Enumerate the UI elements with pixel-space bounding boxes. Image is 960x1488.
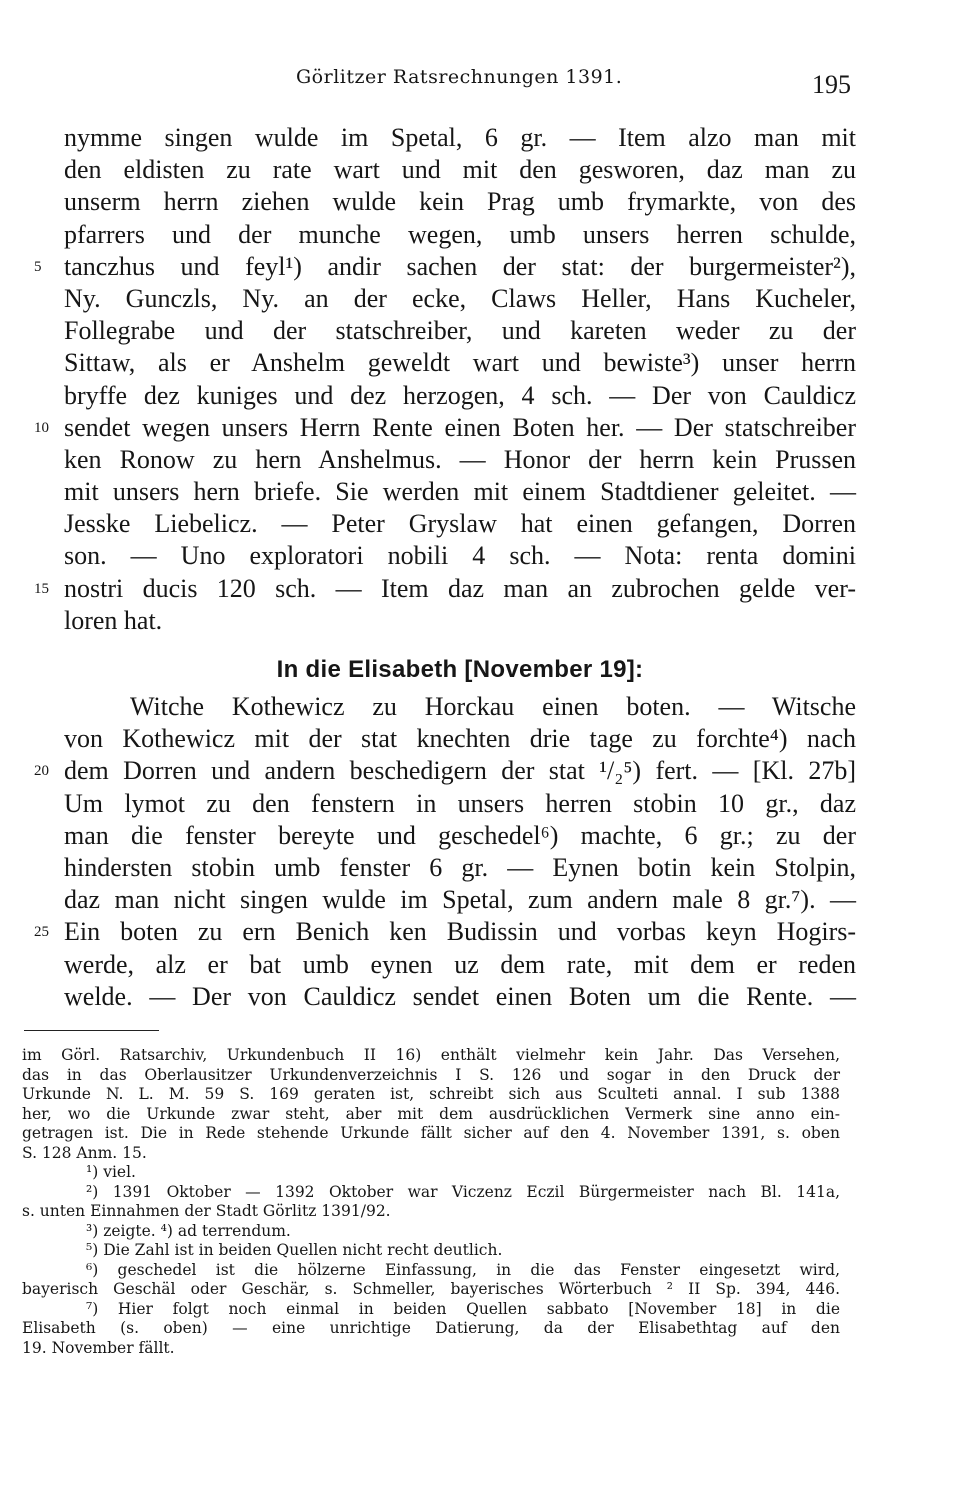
section-heading: In die Elisabeth [November 19]: bbox=[276, 656, 644, 683]
text-line: von Kothewicz mit der stat knechten drie tage zu forchte⁴) nach bbox=[64, 724, 856, 754]
text-line: ken Ronow zu hern Anshelmus. — Honor der herrn kein Prussen bbox=[64, 444, 856, 474]
footnote-line: 19. November fällt. bbox=[22, 1338, 175, 1357]
text-line-content: sendet wegen unsers Herrn Rente einen Boten her. — Der statschreiber bbox=[64, 412, 856, 442]
text-line-numbered bbox=[34, 916, 856, 948]
page-header bbox=[0, 66, 960, 106]
footnote-line: S. 128 Anm. 15. bbox=[22, 1143, 147, 1162]
text-line: man die fenster bereyte und geschedel⁶) machte, 6 gr.; zu der bbox=[64, 820, 856, 850]
text-line: daz man nicht singen wulde im Spetal, zum andern male 8 gr.⁷). — bbox=[64, 885, 856, 915]
main-text bbox=[34, 122, 856, 1013]
text-line: welde. — Der von Cauldicz sendet einen Boten um die Rente. — bbox=[64, 981, 856, 1011]
text-line: son. — Uno exploratori nobili 4 sch. — Nota: renta domini bbox=[64, 541, 856, 571]
text-line: den eldisten zu rate wart und mit den gesworen, daz man zu bbox=[64, 155, 856, 185]
footnote-line: bayerisch Geschäl oder Geschär, s. Schmeller, bayerisches Wörterbuch ² II Sp. 394, 446. bbox=[22, 1280, 840, 1298]
text-line-numbered bbox=[34, 755, 856, 787]
page-number: 195 bbox=[812, 70, 851, 99]
line-number: 10 bbox=[34, 419, 49, 436]
text-line-numbered bbox=[34, 412, 856, 444]
text-line: bryffe dez kuniges und dez herzogen, 4 sch. — Der von Cauldicz bbox=[64, 380, 856, 410]
footnote-line: ⁶) geschedel ist die hölzerne Einfassung, in die das Fenster eingesetzt wird, bbox=[86, 1260, 840, 1279]
text-line: Um lymot zu den fenstern in unsers herren stobin 10 gr., daz bbox=[64, 788, 856, 818]
text-line-numbered bbox=[34, 251, 856, 283]
text-line: pfarrers und der munche wegen, umb unsers herren schulde, bbox=[64, 219, 856, 249]
text-line: loren hat. bbox=[64, 605, 163, 635]
text-line: nymme singen wulde im Spetal, 6 gr. — Item alzo man mit bbox=[64, 123, 856, 152]
footnote-line: ²) 1391 Oktober — 1392 Oktober war Viczenz Eczil Bürgermeister nach Bl. 141a, bbox=[86, 1182, 840, 1201]
line-number: 25 bbox=[34, 924, 49, 941]
footnote-line: Urkunde N. L. M. 59 S. 169 geraten ist, schreibt sich aus Sculteti annal. I sub 1388 bbox=[22, 1085, 840, 1103]
footnote-separator bbox=[24, 1030, 159, 1031]
footnote-line: her, wo die Urkunde zwar steht, aber mit dem ausdrücklichen Vermerk sine anno ein- bbox=[22, 1104, 840, 1123]
text-line-content: nostri ducis 120 sch. — Item daz man an zubrochen gelde ver- bbox=[64, 573, 856, 603]
footnote-line: ³) zeigte. ⁴) ad terrendum. bbox=[86, 1221, 291, 1240]
footnote-line: ¹) viel. bbox=[86, 1163, 136, 1181]
text-line: Witche Kothewicz zu Horckau einen boten. — Witsche bbox=[130, 692, 856, 721]
text-line-content: dem Dorren und andern beschedigern der stat ¹/₂⁵) fert. — [Kl. 27b] bbox=[64, 756, 856, 786]
line-number: 5 bbox=[34, 258, 42, 275]
footnote-line: im Görl. Ratsarchiv, Urkundenbuch II 16) enthält vielmehr kein Jahr. Das Versehen, bbox=[22, 1046, 840, 1064]
footnote-line: getragen ist. Die in Rede stehende Urkunde fällt sicher auf den 4. November 1391, s. oben bbox=[22, 1124, 840, 1142]
text-line: Jesske Liebelicz. — Peter Gryslaw hat einen gefangen, Dorren bbox=[64, 509, 856, 539]
text-line: Follegrabe und der statschreiber, und kareten weder zu der bbox=[64, 316, 856, 346]
footnote-line: s. unten Einnahmen der Stadt Görlitz 1391/92. bbox=[22, 1202, 391, 1220]
text-line: Ny. Gunczls, Ny. an der ecke, Claws Heller, Hans Kucheler, bbox=[64, 283, 856, 313]
line-number: 15 bbox=[34, 580, 49, 597]
text-line-content: tanczhus und feyl¹) andir sachen der stat: der burgermeister²), bbox=[64, 251, 856, 281]
footnotes bbox=[22, 1046, 840, 1358]
footnote-line: ⁵) Die Zahl ist in beiden Quellen nicht recht deutlich. bbox=[86, 1241, 503, 1259]
line-number: 20 bbox=[34, 763, 49, 780]
text-line: hindersten stobin umb fenster 6 gr. — Eynen botin kein Stolpin, bbox=[64, 852, 856, 882]
text-line: mit unsers hern briefe. Sie werden mit einem Stadtdiener geleitet. — bbox=[64, 477, 856, 507]
running-title: Görlitzer Ratsrechnungen 1391. bbox=[296, 66, 623, 88]
footnote-line: Elisabeth (s. oben) — eine unrichtige Datierung, da der Elisabethtag auf den bbox=[22, 1319, 840, 1337]
footnote-line: ⁷) Hier folgt noch einmal in beiden Quellen sabbato [November 18] in die bbox=[86, 1299, 840, 1318]
text-line: unserm herrn ziehen wulde kein Prag umb frymarkte, von des bbox=[64, 187, 856, 217]
text-line-content: Ein boten zu ern Benich ken Budissin und vorbas keyn Hogirs- bbox=[64, 917, 856, 947]
footnote-line: das in das Oberlausitzer Urkundenverzeichnis I S. 126 und sogar in den Druck der bbox=[22, 1065, 840, 1084]
text-line: werde, alz er bat umb eynen uz dem rate, mit dem er reden bbox=[64, 949, 856, 979]
text-line-numbered bbox=[34, 573, 856, 605]
text-line: Sittaw, als er Anshelm geweldt wart und bewiste³) unser herrn bbox=[64, 348, 856, 378]
